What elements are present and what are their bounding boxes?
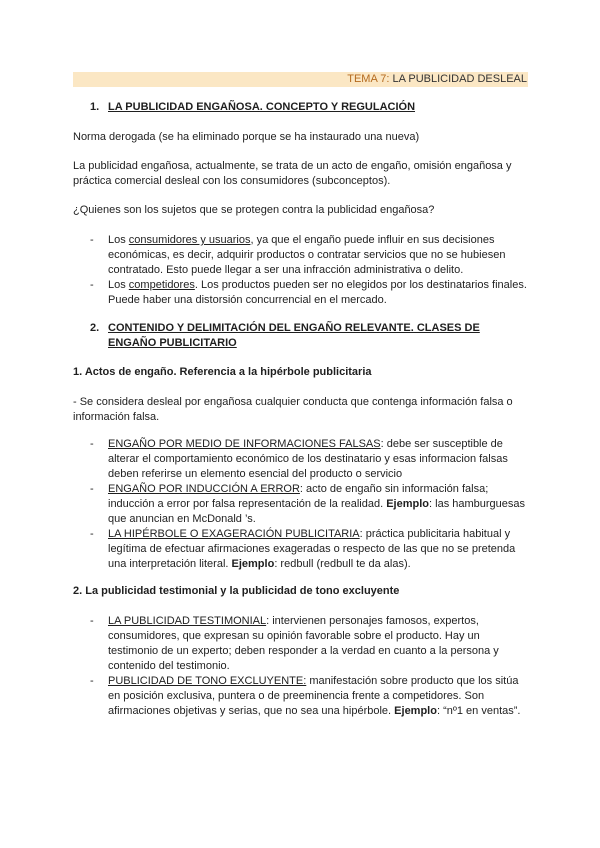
list-item-term: LA PUBLICIDAD TESTIMONIAL — [108, 615, 267, 627]
list-item-term: consumidores y usuarios — [128, 234, 251, 246]
list-item: - ENGAÑO POR MEDIO DE INFORMACIONES FALSAS: debe ser susceptible de alterar el comportamiento económico de los destinatario y esas informacion falsas deben referirse un elemento esencial del producto o servicio — [90, 437, 530, 482]
list-item: - ENGAÑO POR INDUCCIÓN A ERROR: acto de engaño sin información falsa; inducción a error por falsa representación de la realidad. Ejemplo: las hamburguesas que anuncian en McDonald ’s. — [90, 482, 530, 527]
subsection-1-title: 1. Actos de engaño. Referencia a la hipérbole publicitaria — [73, 366, 372, 378]
section-1-number: 1. — [90, 101, 100, 113]
list-item: - LA HIPÉRBOLE O EXAGERACIÓN PUBLICITARIA: práctica publicitaria habitual y legítima de efectuar afirmaciones exageradas o respecto de las que no se pretenda una interpretación literal. Ejemplo: redbull (redbull te da alas). — [90, 527, 530, 572]
list-item-term: competidores — [128, 279, 195, 291]
section-1-question: ¿Quienes son los sujetos que se protegen contra la publicidad engañosa? — [73, 204, 435, 216]
section-2-number: 2. — [90, 322, 100, 334]
list-item: - LA PUBLICIDAD TESTIMONIAL: intervienen personajes famosos, expertos, consumidores, que expresan su opinión favorable sobre el producto. Hay un testimonio de un experto; deben responder a la verdad en cuanto a la persona y contenido del testimonio. — [90, 614, 530, 674]
page-header — [347, 72, 527, 87]
subsection-2-list — [90, 614, 530, 719]
subsection-1-intro: - Se considera desleal por engañosa cualquier conducta que contenga información falsa o información falsa. — [73, 396, 513, 423]
header-title: LA PUBLICIDAD DESLEAL — [392, 73, 527, 85]
section-1-title: LA PUBLICIDAD ENGAÑOSA. CONCEPTO Y REGULACIÓN — [108, 101, 416, 113]
subsection-1-list — [90, 437, 530, 572]
section-1-paragraph-1: Norma derogada (se ha eliminado porque se ha instaurado una nueva) — [73, 131, 420, 143]
section-2-title: CONTENIDO Y DELIMITACIÓN DEL ENGAÑO RELEVANTE. CLASES DE ENGAÑO PUBLICITARIO — [108, 322, 480, 349]
list-item: - Los competidores. Los productos pueden ser no elegidos por los destinatarios finales. Puede haber una distorsión concurrencial en el mercado. — [90, 278, 530, 308]
section-1-paragraph-2: La publicidad engañosa, actualmente, se trata de un acto de engaño, omisión engañosa y práctica comercial desleal con los consumidores (subconceptos). — [73, 160, 512, 187]
list-item-term: PUBLICIDAD DE TONO EXCLUYENTE: — [108, 675, 307, 687]
list-item: - Los consumidores y usuarios, ya que el engaño puede influir en sus decisiones económicas, es decir, adquirir productos o contratar servicios que no se hubiesen contratado. Esto puede llegar a ser una infracción administrativa o delito. — [90, 233, 530, 278]
list-item: - PUBLICIDAD DE TONO EXCLUYENTE: manifestación sobre producto que los sitúa en posición exclusiva, puntera o de preeminencia frente a competidores. Son afirmaciones objetivas y serias, que no sea una hipérbole. Ejemplo: “nº1 en ventas”. — [90, 674, 530, 719]
list-item-term: ENGAÑO POR INDUCCIÓN A ERROR — [108, 483, 300, 495]
subsection-2-title: 2. La publicidad testimonial y la publicidad de tono excluyente — [73, 585, 400, 597]
header-topic-number: TEMA 7: — [347, 73, 390, 85]
section-1-list — [90, 233, 530, 308]
list-item-term: ENGAÑO POR MEDIO DE INFORMACIONES FALSAS — [108, 438, 381, 450]
list-item-term: LA HIPÉRBOLE O EXAGERACIÓN PUBLICITARIA — [108, 528, 360, 540]
